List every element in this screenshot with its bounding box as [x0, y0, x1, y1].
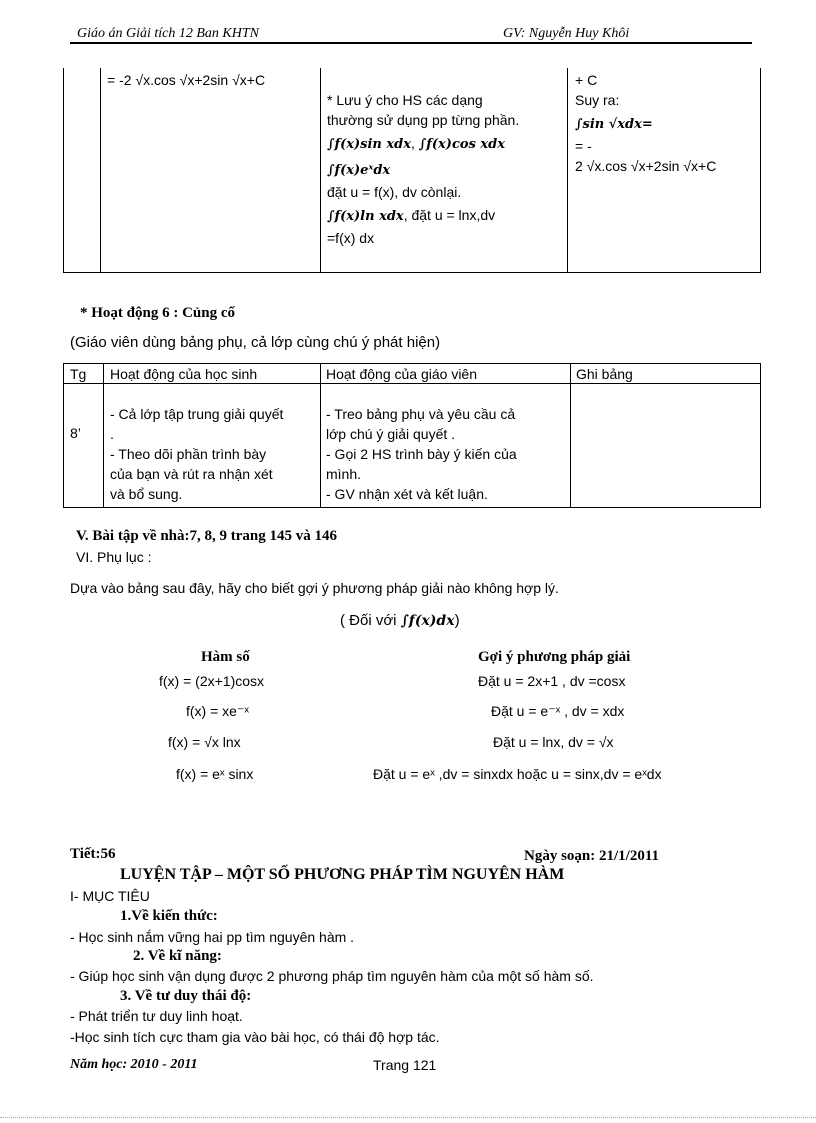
skills-heading: 2. Về kĩ năng: [133, 948, 222, 964]
col-header-students: Hoạt động của học sinh [110, 366, 258, 382]
formula-fcos: ∫f(x)cos xdx [418, 137, 505, 152]
footer-year: Năm học: 2010 - 2011 [70, 1057, 198, 1072]
page-edge [0, 1117, 816, 1118]
method-row-2: Đặt u = e⁻ˣ , dv = xdx [491, 703, 625, 719]
function-row-2: f(x) = xe⁻ˣ [186, 703, 249, 719]
list-item: - Gọi 2 HS trình bày ý kiến của [326, 446, 517, 462]
col-header-teacher: Hoạt động của giáo viên [326, 366, 477, 382]
activity-title: * Hoạt động 6 : Củng cố [80, 305, 236, 321]
time-value: 8’ [70, 425, 81, 441]
method-row-4: Đặt u = eˣ ,dv = sinxdx hoặc u = sinx,dv = eˣdx [373, 766, 662, 782]
board-note: + C Suy ra: ∫sin √xdx= = - 2 √x.cos √x+2sin √x+C [575, 72, 717, 174]
activity-note: (Giáo viên dùng bảng phụ, cả lớp cùng chú ý phát hiện) [70, 334, 441, 351]
knowledge-text: - Học sinh nắm vững hai pp tìm nguyên hàm . [70, 929, 355, 945]
list-item: lớp chú ý giải quyết . [326, 426, 456, 442]
footer-page: Trang 121 [373, 1057, 437, 1073]
thinking-text-1: - Phát triển tư duy linh hoạt. [70, 1008, 243, 1024]
list-item: của bạn và rút ra nhận xét [110, 466, 273, 482]
skills-text: - Giúp học sinh vận dụng được 2 phương pháp tìm nguyên hàm của một số hàm số. [70, 968, 594, 984]
formula-fln: ∫f(x)ln xdx [327, 209, 404, 224]
homework: V. Bài tập về nhà:7, 8, 9 trang 145 và 146 [76, 528, 337, 544]
list-item: - Theo dõi phần trình bày [110, 446, 267, 462]
method-row-3: Đặt u = lnx, dv = √x [493, 734, 614, 750]
function-row-4: f(x) = eˣ sinx [176, 766, 254, 782]
lesson-period: Tiết:56 [70, 846, 116, 862]
teacher-activities [326, 404, 517, 504]
header-rule [70, 42, 752, 44]
col-header-board: Ghi bảng [576, 366, 633, 382]
col-methods-header: Gợi ý phương pháp giải [478, 649, 631, 665]
teacher-note: * Lưu ý cho HS các dạng thường sử dụng pp từng phần. ∫f(x)sin xdx, ∫f(x)cos xdx ∫f(x)eˣdx đặt u = f(x), dv cònlại. ∫f(x)ln xdx, đặt u = lnx,dv =f(x) dx [327, 92, 520, 246]
formula-fsin: ∫f(x)sin xdx [327, 137, 411, 152]
formula-fexp: ∫f(x)eˣdx [327, 163, 391, 178]
thinking-heading: 3. Về tư duy thái độ: [120, 988, 252, 1004]
list-item: - GV nhận xét và kết luận. [326, 486, 488, 502]
objectives-heading: I- MỤC TIÊU [70, 888, 150, 904]
knowledge-heading: 1.Về kiến thức: [120, 908, 218, 924]
col-functions-header: Hàm số [201, 649, 250, 665]
function-row-3: f(x) = √x lnx [168, 734, 241, 750]
thinking-text-2: -Học sinh tích cực tham gia vào bài học, có thái độ hợp tác. [70, 1029, 440, 1045]
formula-sinsqrt: ∫sin √xdx= [575, 117, 653, 132]
appendix-condition: ( Đối với ∫f(x)dx) [340, 612, 460, 629]
list-item: - Treo bảng phụ và yêu cầu cả [326, 406, 516, 422]
function-row-1: f(x) = (2x+1)cosx [159, 673, 265, 689]
list-item: . [110, 426, 114, 442]
lesson-date: Ngày soạn: 21/1/2011 [524, 848, 660, 864]
col-header-time: Tg [70, 366, 87, 382]
header-teacher: GV: Nguyễn Huy Khôi [503, 26, 630, 41]
list-item: mình. [326, 466, 362, 482]
list-item: - Cả lớp tập trung giải quyết [110, 406, 284, 422]
result-expression: = -2 √x.cos √x+2sin √x+C [107, 72, 266, 88]
header-title: Giáo án Giải tích 12 Ban KHTN [77, 26, 260, 41]
list-item: và bổ sung. [110, 486, 183, 502]
method-row-1: Đặt u = 2x+1 , dv =cosx [478, 673, 626, 689]
appendix-title: VI. Phụ lục : [76, 549, 152, 565]
student-activities [110, 404, 283, 504]
appendix-instruction: Dựa vào bảng sau đây, hãy cho biết gợi ý phương pháp giải nào không hợp lý. [70, 580, 559, 596]
page-title: LUYỆN TẬP – MỘT SỐ PHƯƠNG PHÁP TÌM NGUYÊN HÀM [120, 866, 565, 883]
